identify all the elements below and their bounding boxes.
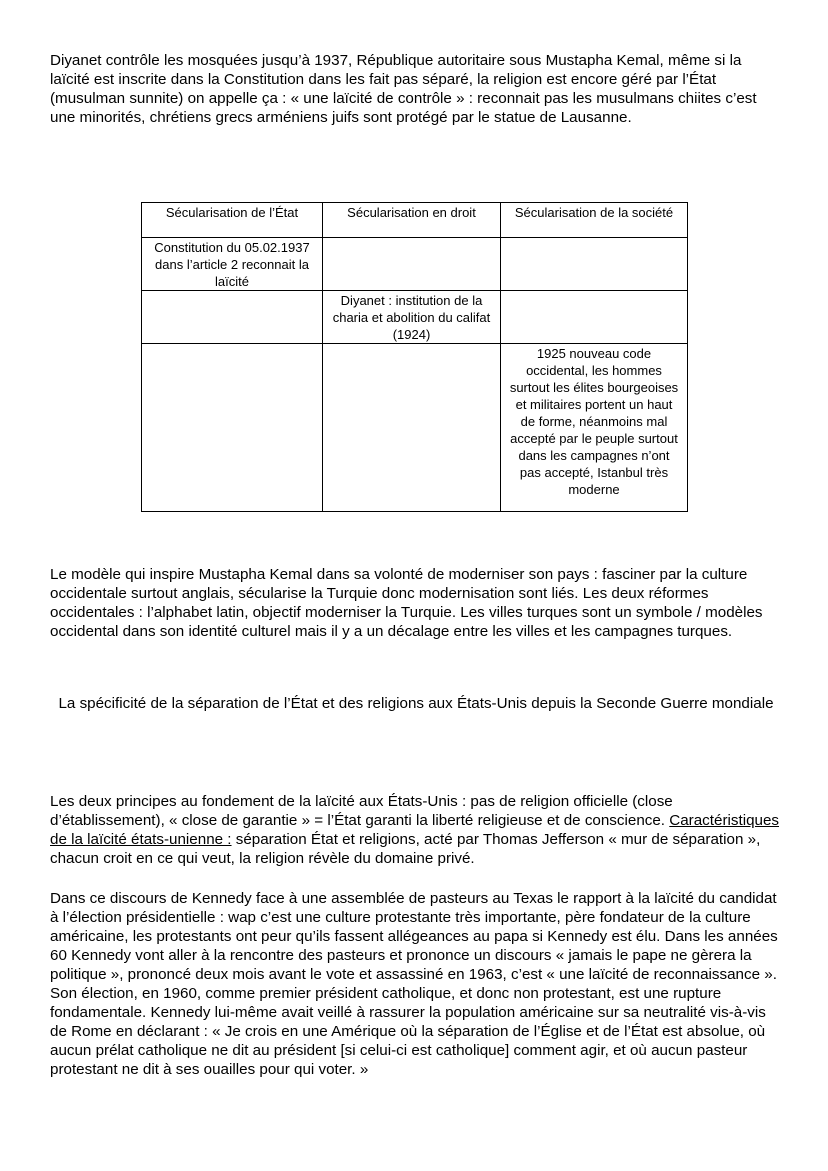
table-header-cell: Sécularisation en droit (323, 203, 501, 238)
table-row (142, 344, 688, 512)
table-cell (501, 291, 688, 344)
characteristics-text: séparation État et religions, acté par Thomas Jefferson « mur de séparation », chacun croit en ce qui veut, la religion révèle du domaine privé. (50, 831, 761, 867)
table-cell (142, 291, 323, 344)
table-cell: Constitution du 05.02.1937 dans l’article 2 reconnait la laïcité (142, 238, 323, 291)
table-row (142, 291, 688, 344)
table-header-cell: Sécularisation de l’État (142, 203, 323, 238)
table-cell: Diyanet : institution de la charia et abolition du califat (1924) (323, 291, 501, 344)
model-paragraph: Le modèle qui inspire Mustapha Kemal dans sa volonté de moderniser son pays : fasciner par la culture occidentale surtout anglais, sécularise la Turquie donc modernisation sont liés. Les deux réformes occidentales : l’alphabet latin, objectif moderniser la Turquie. Les villes turques sont un symbole / modèles occidental dans son identité culturel mais il y a un décalage entre les villes et les campagnes turques. (50, 566, 763, 640)
kennedy-text-1: Dans ce discours de Kennedy face à une assemblée de pasteurs au Texas le rapport à la laïcité du candidat à l’élection présidentielle : wap c’est une culture protestante très importante, père fondateur de la culture américaine, les protestants ont peur qu’ils fassent allégeances au papa si Kennedy est élu. Dans les années 60 Kennedy vont aller à la rencontre des pasteurs et prononce un discours « jamais le pape ne gèrera la politique », prononcé deux mois avant le vote et assassiné en 1963, c’est « une laïcité de reconnaissance ». (50, 890, 778, 983)
table-cell (323, 238, 501, 291)
intro-paragraph: Diyanet contrôle les mosquées jusqu’à 1937, République autoritaire sous Mustapha Kemal, même si la laïcité est inscrite dans la Constitution dans les fait pas séparé, la religion est encore géré par l’État (musulman sunnite) on appelle ça : « une laïcité de contrôle » : reconnait pas les musulmans chiites c’est une minorités, chrétiens grecs arméniens juifs sont protégé par le statue de Lausanne. (50, 52, 757, 126)
characteristics-label: Caractéristiques de la laïcité états-unienne : (50, 812, 779, 848)
table-cell: 1925 nouveau code occidental, les hommes surtout les élites bourgeoises et militaires portent un haut de forme, néanmoins mal accepté par le peuple surtout dans les campagnes n’ont pas accepté, Istanbul très moderne (501, 344, 688, 512)
table-header-cell: Sécularisation de la société (501, 203, 688, 238)
table-cell (501, 238, 688, 291)
table-row (142, 238, 688, 291)
table-cell (323, 344, 501, 512)
us-principles-text: Les deux principes au fondement de la laïcité aux États-Unis : pas de religion officielle (close d’établissement), « close de garantie » = l’État garanti la liberté religieuse et de conscience. (50, 793, 673, 829)
kennedy-text-2: Son élection, en 1960, comme premier président catholique, et donc non protestant, est une rupture fondamentale. Kennedy lui-même avait veillé à rassurer la population américaine sur sa neutralité vis-à-vis de Rome en déclarant : « Je crois en une Amérique où la séparation de l’Église et de l’État est absolue, où aucun prélat catholique ne dit au président [si celui-ci est catholique] comment agir, et où aucun pasteur protestant ne dit à ses ouailles pour qui voter. » (50, 985, 766, 1078)
kennedy-paragraph (50, 889, 782, 1079)
table-header-row (142, 203, 688, 238)
us-principles-paragraph (50, 792, 782, 868)
secularisation-table (141, 202, 688, 512)
section-title: La spécificité de la séparation de l’État et des religions aux États-Unis depuis la Seconde Guerre mondiale (58, 695, 774, 712)
table-cell (142, 344, 323, 512)
